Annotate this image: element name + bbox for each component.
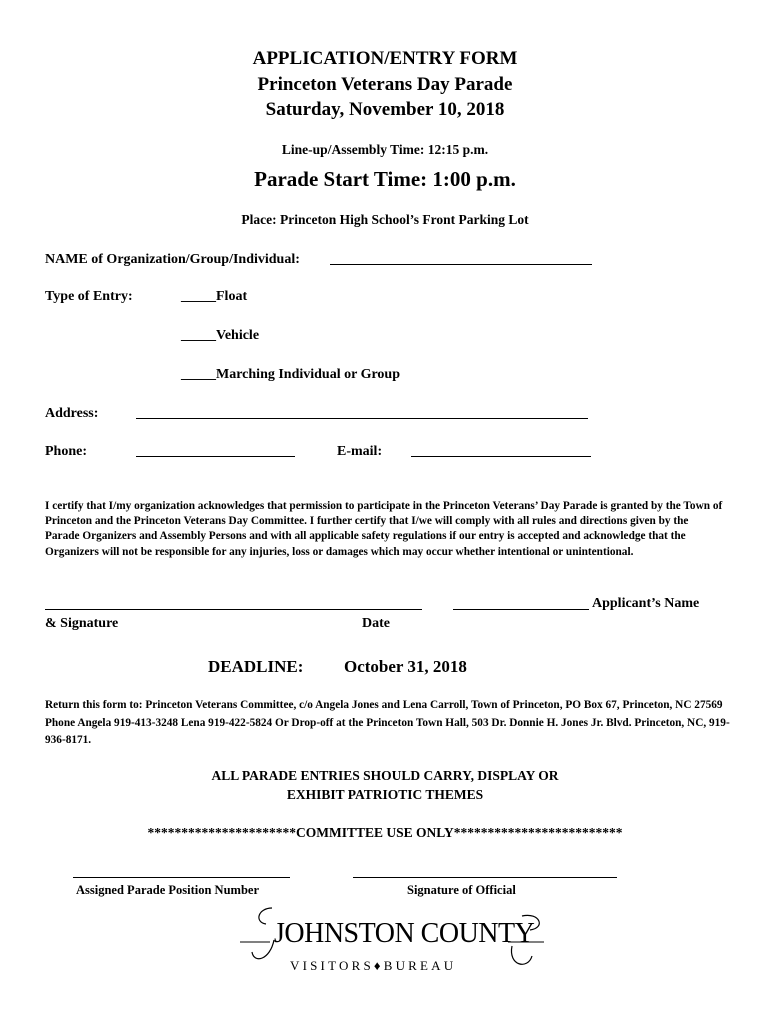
themes-line-1: ALL PARADE ENTRIES SHOULD CARRY, DISPLAY OR — [211, 768, 559, 783]
lineup-time: Line-up/Assembly Time: 12:15 p.m. — [281, 142, 489, 157]
logo-title: JOHNSTON COUNTY — [274, 918, 535, 949]
entry-option-label: Marching Individual or Group — [216, 367, 400, 382]
johnston-county-logo — [240, 902, 550, 980]
deadline-date: October 31, 2018 — [344, 657, 467, 676]
entry-blank: _____ — [181, 289, 216, 304]
signature-label: & Signature — [45, 616, 119, 631]
entry-option-label: Vehicle — [216, 328, 260, 343]
entry-blank: _____ — [181, 328, 216, 343]
email-label: E-mail: — [337, 444, 383, 459]
deadline-label: DEADLINE: — [208, 657, 304, 676]
entry-option-marching[interactable] — [181, 367, 400, 383]
entry-option-vehicle[interactable] — [181, 328, 259, 344]
email-field[interactable] — [411, 456, 591, 457]
themes-line-2: EXHIBIT PATRIOTIC THEMES — [286, 787, 484, 802]
logo-flourish-left-low — [252, 940, 274, 959]
applicant-signature-field[interactable] — [45, 609, 422, 610]
official-signature-label: Signature of Official — [407, 883, 516, 897]
logo-subtitle: VISITORS♦BUREAU — [290, 958, 457, 973]
position-number-label: Assigned Parade Position Number — [76, 883, 259, 897]
committee-heading: **********************COMMITTEE USE ONLY************************* — [147, 825, 623, 840]
address-label: Address: — [45, 406, 99, 421]
return-instructions: Return this form to: Princeton Veterans Committee, c/o Angela Jones and Lena Carroll, Town of Princeton, PO Box 67, Princeton, NC 27569 Phone Angela 919-413-3248 Lena 919-422-5824 Or Drop-off at the Princeton Town Hall, 503 Dr. Donnie H. Jones Jr. Blvd. Princeton, NC, 919-936-8171. — [45, 699, 730, 746]
parade-start-time: Parade Start Time: 1:00 p.m. — [254, 167, 516, 191]
form-title: APPLICATION/ENTRY FORM — [252, 48, 518, 69]
parade-place: Place: Princeton High School’s Front Parking Lot — [241, 212, 529, 227]
phone-label: Phone: — [45, 444, 87, 459]
logo-flourish-left — [259, 908, 272, 924]
date-field[interactable] — [453, 609, 589, 610]
event-date: Saturday, November 10, 2018 — [265, 99, 505, 120]
phone-field[interactable] — [136, 456, 295, 457]
entry-option-float[interactable] — [181, 289, 247, 305]
entry-option-label: Float — [216, 289, 248, 304]
applicant-name-label: Applicant’s Name — [592, 596, 700, 611]
address-field[interactable] — [136, 418, 588, 419]
parade-position-field[interactable] — [73, 877, 290, 878]
official-signature-field[interactable] — [353, 877, 617, 878]
name-label: NAME of Organization/Group/Individual: — [45, 252, 300, 267]
event-name: Princeton Veterans Day Parade — [257, 74, 513, 95]
entry-blank: _____ — [181, 367, 216, 382]
certification-text: I certify that I/my organization acknowledges that permission to participate in the Princeton Veterans’ Day Parade is granted by the Town of Princeton and the Princeton Veterans Day Committee. I further certify that I/we will comply with all rules and directions given by the Parade Organizers and Assembly Persons and with all applicable safety regulations if our entry is accepted and acknowledge that the Organizers will not be responsible for any injuries, loss or damages which may occur whether intentional or unintentional. — [45, 500, 723, 558]
entry-type-label: Type of Entry: — [45, 289, 133, 304]
date-label: Date — [362, 616, 390, 631]
name-field[interactable] — [330, 264, 592, 265]
